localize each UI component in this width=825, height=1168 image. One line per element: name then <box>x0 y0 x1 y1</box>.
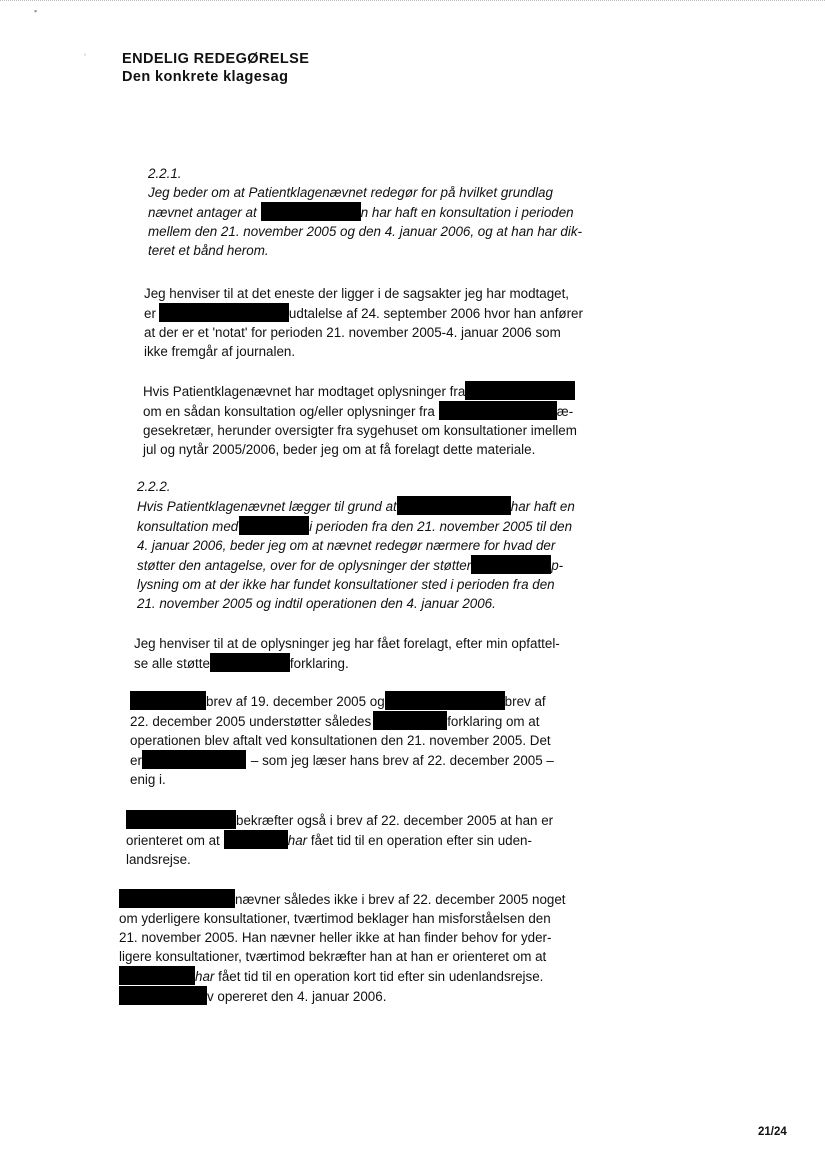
text-segment: har <box>287 833 308 848</box>
redaction-bar <box>119 889 235 908</box>
text-segment: har <box>195 969 215 984</box>
paragraph <box>130 691 600 789</box>
text-segment: er <box>130 753 142 768</box>
text-segment: nævnet antager at <box>148 205 257 220</box>
text-segment: fået tid til en operation efter sin uden- <box>310 833 532 848</box>
scan-speck: ▪ <box>34 6 38 16</box>
text-segment: v opereret den 4. januar 2006. <box>207 989 387 1004</box>
text-segment: orienteret om at <box>126 833 220 848</box>
text-line: Jeg beder om at Patientklagenævnet redegør for på hvilket grundlag <box>148 185 553 200</box>
text-segment: se alle støtte <box>134 656 210 671</box>
redaction-bar <box>126 810 236 829</box>
text-line: 21. november 2005. Han nævner heller ikke at han finder behov for yder- <box>119 930 552 945</box>
text-segment: forklaring. <box>289 656 349 671</box>
text-line: lysning om at der ikke har fundet konsultationer sted i perioden fra den <box>137 577 555 592</box>
redaction-bar <box>210 653 290 672</box>
text-line: landsrejse. <box>126 852 191 867</box>
section-2-2-1 <box>148 164 618 260</box>
text-segment: konsultation med <box>137 519 239 534</box>
document-header <box>122 50 309 86</box>
paragraph <box>144 284 614 361</box>
text-line: 21. november 2005 og indtil operationen den 4. januar 2006. <box>137 596 496 611</box>
text-segment: forklaring om at <box>447 714 540 729</box>
text-line: operationen blev aftalt ved konsultationen den 21. november 2005. Det <box>130 733 551 748</box>
text-segment: i perioden fra den 21. november 2005 til den <box>309 519 573 534</box>
text-segment: om en sådan konsultation og/eller oplysninger fra <box>143 404 435 419</box>
document-subtitle: Den konkrete klagesag <box>122 69 289 85</box>
paragraph <box>119 889 589 1006</box>
text-line: om yderligere konsultationer, tværtimod beklager han misforståelsen den <box>119 911 551 926</box>
redaction-bar <box>119 986 207 1005</box>
text-line: teret et bånd herom. <box>148 243 269 258</box>
scan-speck: ʻ <box>84 52 86 62</box>
section-number: 2.2.2. <box>137 479 171 494</box>
redaction-bar <box>439 401 557 420</box>
section-2-2-2 <box>137 477 607 613</box>
text-line: ikke fremgår af journalen. <box>144 344 296 359</box>
redaction-bar <box>130 691 206 710</box>
text-segment: Hvis Patientklagenævnet lægger til grund at <box>137 499 397 514</box>
text-line: gesekretær, herunder oversigter fra sygehuset om konsultationer imellem <box>143 423 577 438</box>
text-segment: n har haft en konsultation i perioden <box>360 205 574 220</box>
redaction-bar <box>119 966 195 985</box>
text-segment: Hvis Patientklagenævnet har modtaget oplysninger fra <box>143 384 466 399</box>
scan-edge <box>0 0 825 7</box>
page-number: 21/24 <box>758 1126 787 1138</box>
redaction-bar <box>471 555 551 574</box>
redaction-bar <box>261 202 361 221</box>
redaction-bar <box>159 303 289 322</box>
text-line: Jeg henviser til at det eneste der ligger i de sagsakter jeg har modtaget, <box>144 286 570 301</box>
text-line: Jeg henviser til at de oplysninger jeg har fået forelagt, efter min opfattel- <box>134 636 560 651</box>
text-segment: er <box>144 306 156 321</box>
text-segment: bekræfter også i brev af 22. december 2005 at han er <box>236 813 554 828</box>
text-segment: – som jeg læser hans brev af 22. december 2005 – <box>250 753 554 768</box>
text-line: ligere konsultationer, tværtimod bekræfter han at han er orienteret om at <box>119 949 547 964</box>
paragraph <box>126 810 596 869</box>
redaction-bar <box>373 711 447 730</box>
text-segment: har haft en <box>510 499 575 514</box>
text-segment: nævner således ikke i brev af 22. december 2005 noget <box>235 892 566 907</box>
text-segment: brev af <box>504 694 546 709</box>
text-segment: fået tid til en operation kort tid efter sin udenlandsrejse. <box>218 969 544 984</box>
text-line: enig i. <box>130 772 166 787</box>
text-segment: udtalelse af 24. september 2006 hvor han anfører <box>288 306 583 321</box>
redaction-bar <box>224 830 288 849</box>
text-segment: 22. december 2005 understøtter således <box>130 714 372 729</box>
document-title: ENDELIG REDEGØRELSE <box>122 51 310 67</box>
text-line: at der er et 'notat' for perioden 21. november 2005-4. januar 2006 som <box>144 325 561 340</box>
redaction-bar <box>465 381 575 400</box>
section-number: 2.2.1. <box>148 166 182 181</box>
redaction-bar <box>385 691 505 710</box>
paragraph <box>143 381 613 459</box>
text-line: 4. januar 2006, beder jeg om at nævnet redegør nærmere for hvad der <box>137 538 556 553</box>
text-segment: brev af 19. december 2005 og <box>206 694 385 709</box>
redaction-bar <box>397 496 511 515</box>
redaction-bar <box>142 750 246 769</box>
text-line: jul og nytår 2005/2006, beder jeg om at få forelagt dette materiale. <box>143 442 536 457</box>
text-line: mellem den 21. november 2005 og den 4. januar 2006, og at han har dik- <box>148 224 582 239</box>
text-segment: p- <box>551 558 564 573</box>
redaction-bar <box>239 516 309 535</box>
text-segment: æ- <box>556 404 574 419</box>
paragraph <box>134 634 604 673</box>
text-segment: støtter den antagelse, over for de oplysninger der støtter <box>137 558 472 573</box>
